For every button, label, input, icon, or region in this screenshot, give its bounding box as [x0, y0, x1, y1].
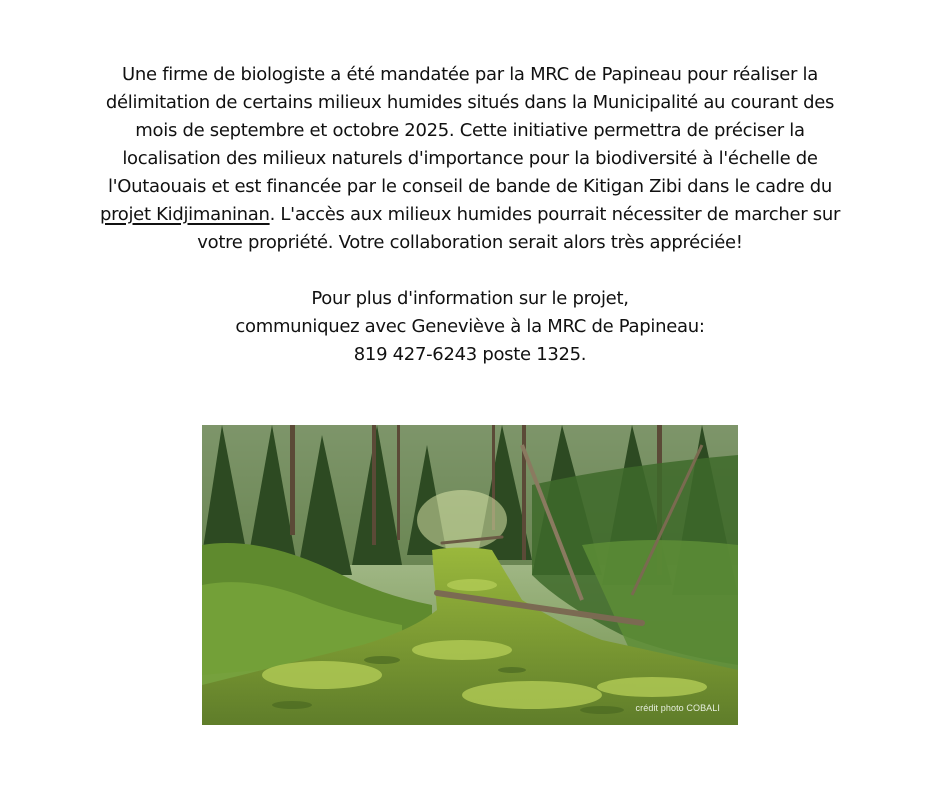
contact-phone: 819 427-6243 poste 1325.: [353, 344, 587, 365]
notice-text-part1: Une firme de biologiste a été mandatée par la MRC de Papineau pour réaliser la délimitation de certains milieux humides situés dans la Municipalité au courant des mois de septembre et octobre 2025. Cette initiative permettra de préciser la localisation des milieux naturels d'importance pour la biodiversité à l'échelle de l'Outaouais et est financée par le conseil de bande de Kitigan Zibi dans le cadre du: [105, 64, 835, 197]
paragraph-spacer: [90, 257, 850, 285]
notice-paragraph: [90, 61, 850, 257]
contact-line-1: Pour plus d'information sur le projet,: [311, 288, 629, 309]
wetland-photo: [202, 425, 738, 725]
notice-text-block: [90, 61, 850, 369]
notice-text-part2: . L'accès aux milieux humides pourrait nécessiter de marcher sur votre propriété. Votre collaboration serait alors très appréciée!: [197, 204, 841, 253]
contact-line-2: communiquez avec Geneviève à la MRC de Papineau:: [235, 316, 705, 337]
photo-credit: crédit photo COBALI: [635, 703, 720, 713]
kidjimaninan-project-link[interactable]: projet Kidjimaninan: [99, 204, 270, 225]
wetland-photo-illustration: [202, 425, 738, 725]
